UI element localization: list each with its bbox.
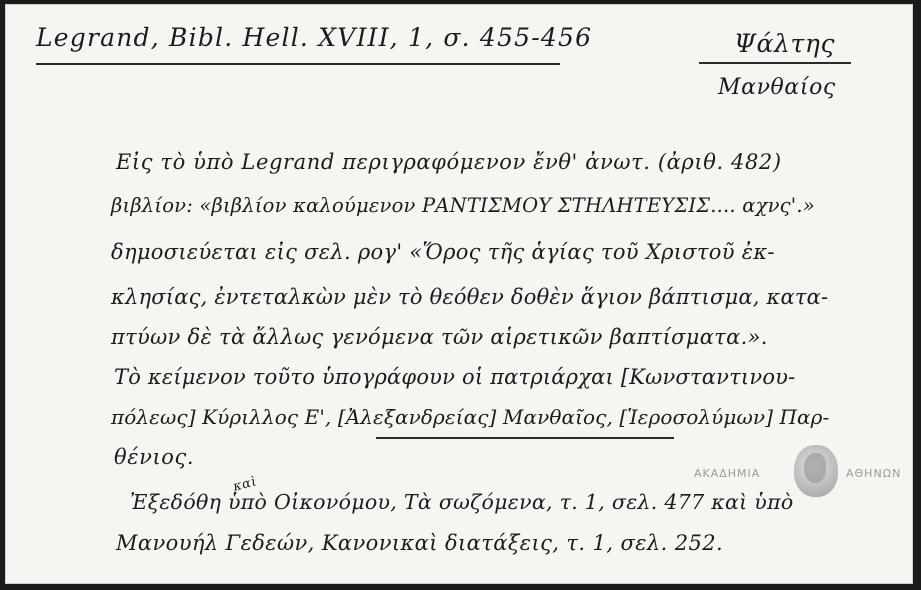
author-name: Μανθαίος xyxy=(718,75,836,100)
body-line: Ἐξεδόθη ὑπὸ Οἰκονόμου, Τὰ σωζόμενα, τ. 1, σελ. 477 καὶ ὑπὸ xyxy=(130,490,794,514)
body-line: δημοσιεύεται εἰς σελ. ρογ' «Ὅρος τῆς ἁγίας τοῦ Χριστοῦ ἐκ- xyxy=(111,240,775,264)
body-line: βιβλίον: «βιβλίον καλούμενον ΡΑΝΤΙΣΜΟΥ ΣΤΗΛΗΤΕΥΣΙΣ.... αχνς'.» xyxy=(111,194,815,217)
reference-underline xyxy=(36,63,560,65)
body-line: θένιος. xyxy=(114,445,195,469)
patriarch-underline xyxy=(376,437,674,439)
watermark-academy: ΑΚΑΔΗΜΙΑ xyxy=(694,467,761,480)
academy-seal-icon xyxy=(794,445,838,497)
body-line: Εἰς τὸ ὑπὸ Legrand περιγραφόμενον ἔνθ' ἀνωτ. (ἀριθ. 482) xyxy=(116,150,782,174)
body-line: πτύων δὲ τὰ ἄλλως γενόμενα τῶν αἱρετικῶν βαπτίσματα.». xyxy=(111,325,768,349)
bibliographic-reference: Legrand, Bibl. Hell. XVIII, 1, σ. 455-456 xyxy=(36,23,593,52)
catalog-card xyxy=(5,4,913,584)
watermark-athens: ΑΘΗΝΩΝ xyxy=(846,467,902,480)
body-line: Μανουήλ Γεδεών, Κανονικαὶ διατάξεις, τ. 1, σελ. 252. xyxy=(116,531,724,555)
body-line: πόλεως] Κύριλλος Ε', [Ἀλεξανδρείας] Μανθαῖος, [Ἱεροσολύμων] Παρ- xyxy=(111,405,830,429)
author-divider xyxy=(699,62,851,64)
inserted-word: καὶ xyxy=(231,474,259,495)
author-heading: Ψάλτης xyxy=(734,29,836,58)
body-line: Τὸ κείμενον τοῦτο ὑπογράφουν οἱ πατριάρχαι [Κωνσταντινου- xyxy=(114,365,796,389)
body-line: κλησίας, ἐντεταλκὼν μὲν τὸ θεόθεν δοθὲν ἅγιον βάπτισμα, κατα- xyxy=(111,285,829,309)
